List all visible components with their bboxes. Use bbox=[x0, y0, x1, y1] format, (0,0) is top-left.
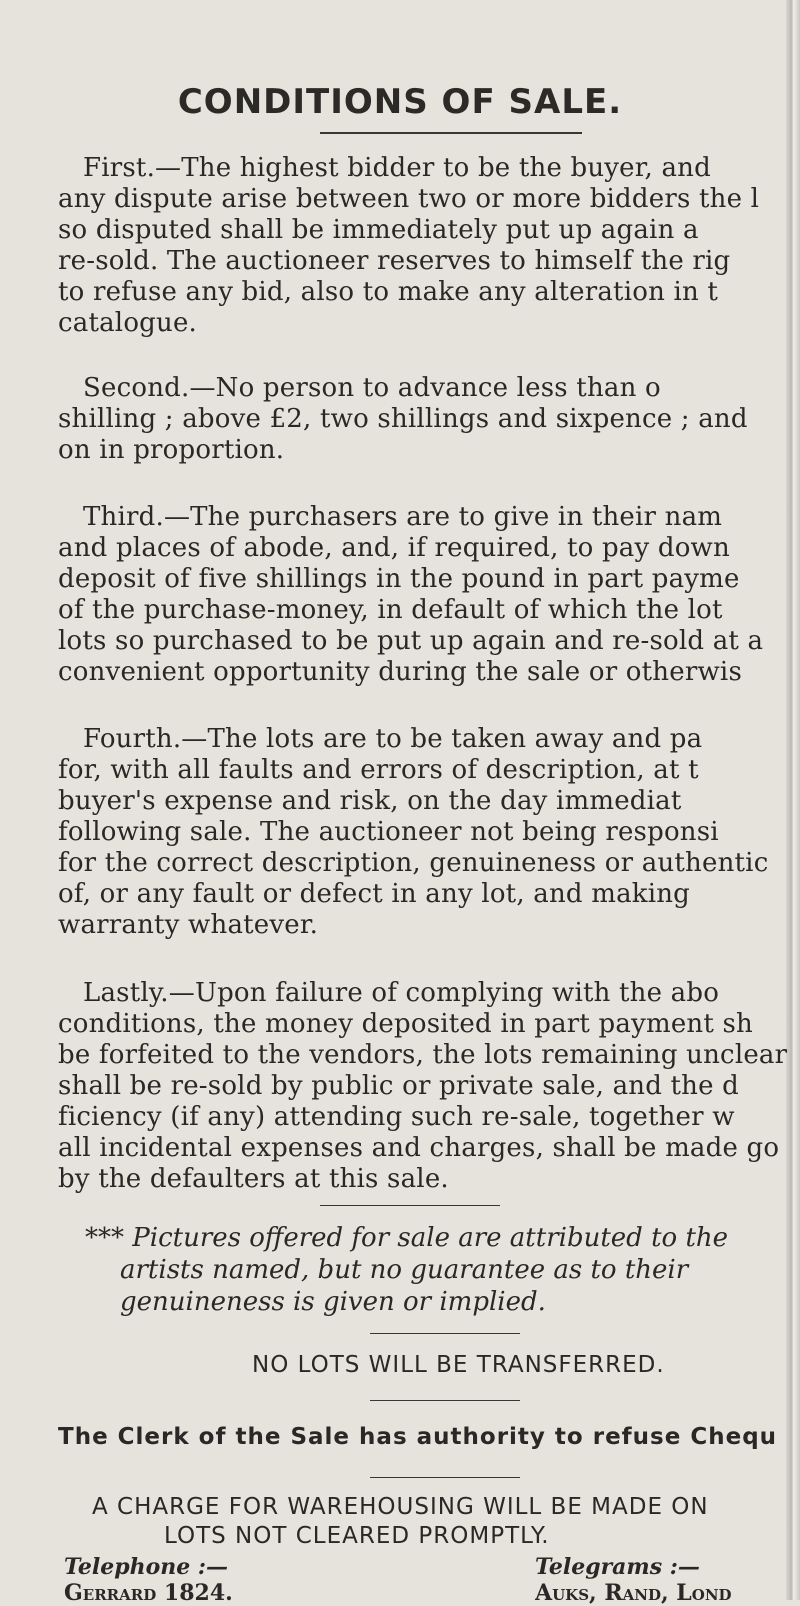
title-rule bbox=[320, 132, 582, 134]
condition-line: Second.—No person to advance less than o bbox=[83, 373, 661, 403]
warehousing-notice-line1: A CHARGE FOR WAREHOUSING WILL BE MADE ON bbox=[92, 1494, 709, 1520]
condition-line: conditions, the money deposited in part payment sh bbox=[58, 1009, 753, 1039]
condition-line: for the correct description, genuineness or authentic bbox=[58, 848, 769, 878]
telegrams-label: Telegrams :— bbox=[535, 1554, 700, 1580]
condition-line: lots so purchased to be put up again and re-sold at a bbox=[58, 626, 764, 656]
condition-line: deposit of five shillings in the pound in part payme bbox=[58, 564, 740, 594]
section-divider bbox=[370, 1400, 520, 1401]
condition-line: of, or any fault or defect in any lot, and making bbox=[58, 879, 691, 909]
pictures-note bbox=[60, 1222, 800, 1318]
condition-line: buyer's expense and risk, on the day immediat bbox=[58, 786, 682, 816]
note-line: artists named, but no guarantee as to their bbox=[120, 1255, 689, 1285]
condition-line: of the purchase-money, in default of which the lot bbox=[58, 595, 723, 625]
condition-lastly bbox=[58, 978, 800, 1195]
note-line: *** Pictures offered for sale are attributed to the bbox=[85, 1223, 729, 1253]
condition-line: Lastly.—Upon failure of complying with the abo bbox=[83, 978, 720, 1008]
condition-line: to refuse any bid, also to make any alteration in t bbox=[58, 277, 719, 307]
condition-line: and places of abode, and, if required, to pay down bbox=[58, 533, 730, 563]
condition-line: Third.—The purchasers are to give in their nam bbox=[83, 502, 723, 532]
condition-line: shall be re-sold by public or private sale, and the d bbox=[58, 1071, 740, 1101]
condition-line: so disputed shall be immediately put up again a bbox=[58, 215, 699, 245]
condition-line: Fourth.—The lots are to be taken away and pa bbox=[83, 724, 703, 754]
section-divider bbox=[370, 1333, 520, 1334]
condition-fourth bbox=[58, 724, 800, 941]
condition-line: re-sold. The auctioneer reserves to himself the rig bbox=[58, 246, 731, 276]
condition-line: by the defaulters at this sale. bbox=[58, 1164, 449, 1194]
condition-third bbox=[58, 502, 800, 688]
condition-line: any dispute arise between two or more bidders the l bbox=[58, 184, 760, 214]
condition-line: shilling ; above £2, two shillings and sixpence ; and bbox=[58, 404, 748, 434]
warehousing-notice-line2: LOTS NOT CLEARED PROMPTLY. bbox=[164, 1523, 550, 1549]
condition-line: ficiency (if any) attending such re-sale, together w bbox=[58, 1102, 735, 1132]
condition-line: First.—The highest bidder to be the buyer, and bbox=[83, 153, 711, 183]
no-transfer-notice: NO LOTS WILL BE TRANSFERRED. bbox=[252, 1352, 665, 1378]
telegrams-block bbox=[535, 1554, 800, 1606]
condition-first bbox=[58, 153, 800, 339]
condition-line: following sale. The auctioneer not being responsi bbox=[58, 817, 719, 847]
condition-line: on in proportion. bbox=[58, 435, 285, 465]
condition-line: be forfeited to the vendors, the lots remaining unclear bbox=[58, 1040, 788, 1070]
condition-line: catalogue. bbox=[58, 308, 198, 338]
telegrams-address: Auks, Rand, Lond bbox=[535, 1580, 732, 1606]
note-line: genuineness is given or implied. bbox=[120, 1287, 546, 1317]
section-divider bbox=[320, 1205, 500, 1206]
condition-line: convenient opportunity during the sale or otherwis bbox=[58, 657, 742, 687]
condition-line: warranty whatever. bbox=[58, 910, 319, 940]
cheques-notice: The Clerk of the Sale has authority to refuse Chequ bbox=[58, 1424, 778, 1450]
condition-line: for, with all faults and errors of description, at t bbox=[58, 755, 699, 785]
telephone-number: Gerrard 1824. bbox=[64, 1580, 233, 1606]
telephone-block bbox=[64, 1554, 233, 1606]
page-title: CONDITIONS OF SALE. bbox=[177, 82, 623, 122]
condition-line: all incidental expenses and charges, shall be made go bbox=[58, 1133, 780, 1163]
condition-second bbox=[58, 373, 800, 466]
section-divider bbox=[370, 1477, 520, 1478]
telephone-label: Telephone :— bbox=[64, 1554, 229, 1580]
